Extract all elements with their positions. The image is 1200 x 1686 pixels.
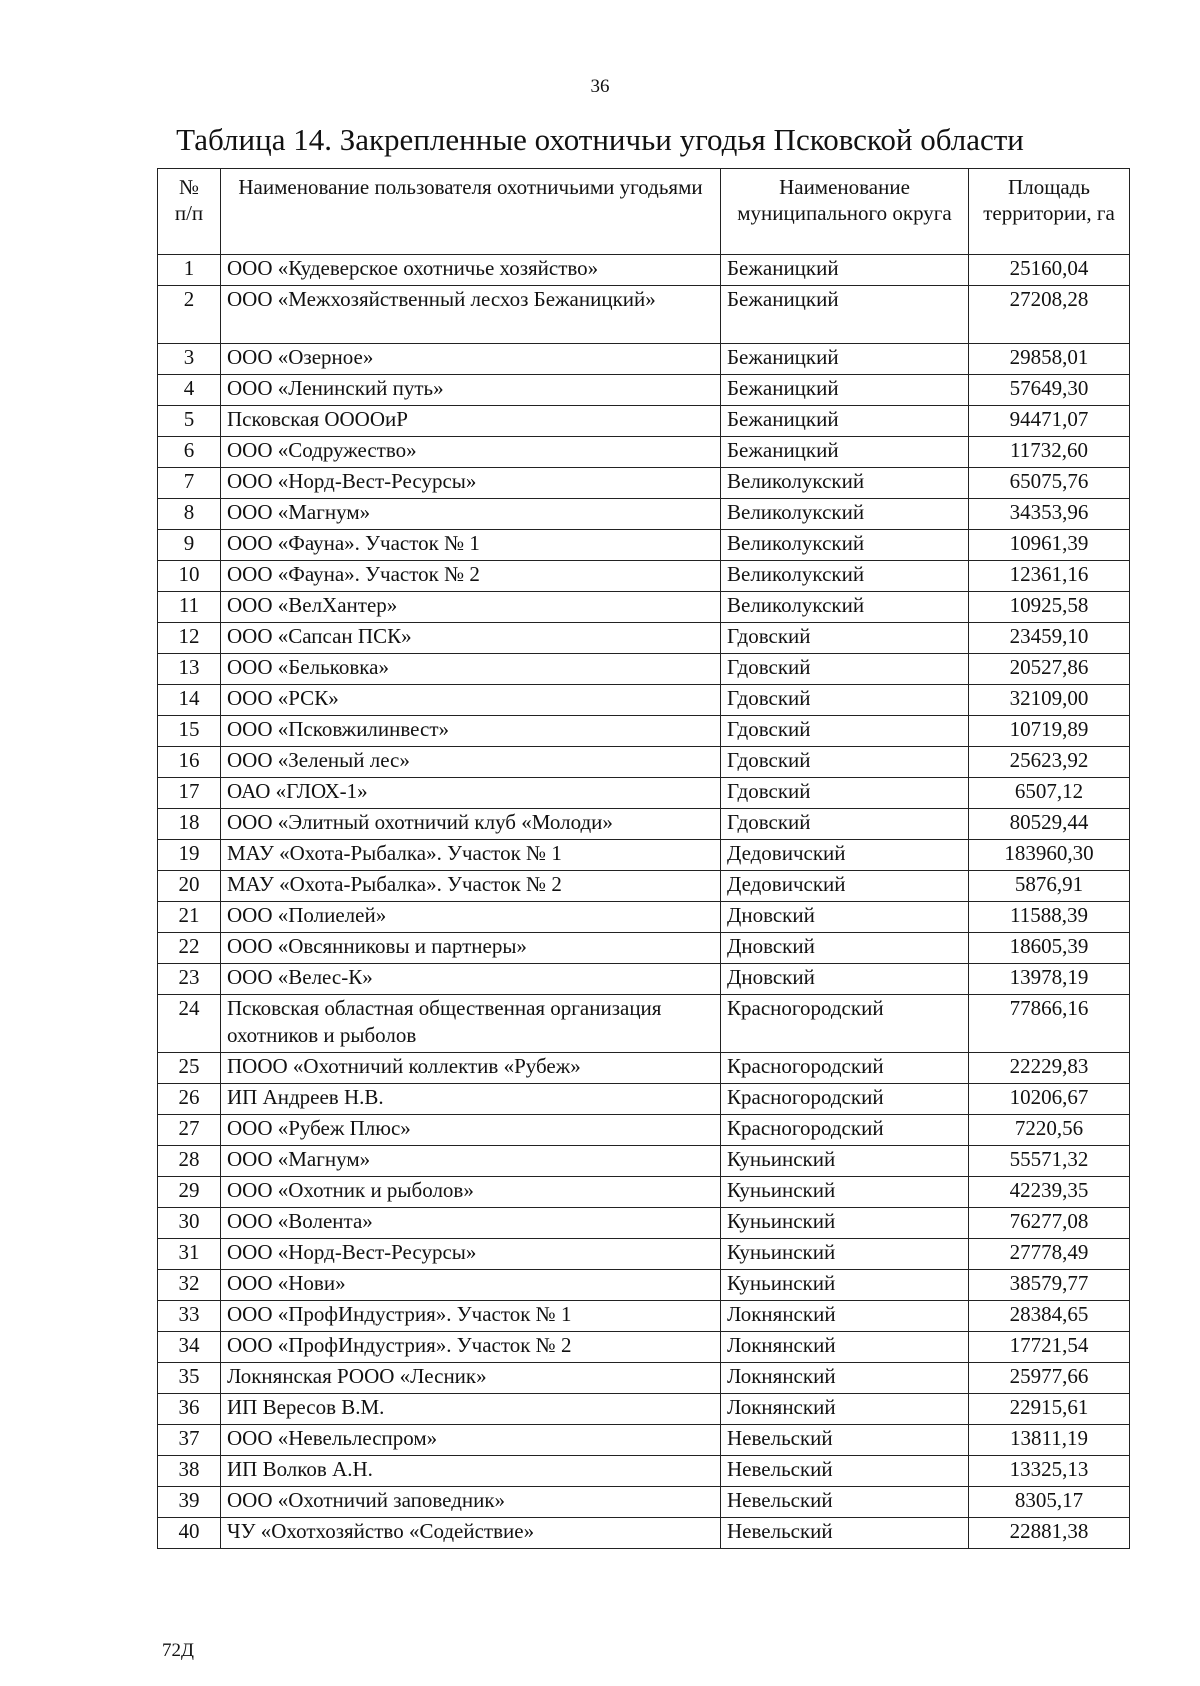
row-number: 15	[158, 716, 221, 747]
hunting-grounds-table	[157, 168, 1130, 1549]
row-user: ПООО «Охотничий коллектив «Рубеж»	[221, 1053, 721, 1084]
row-user: ООО «Овсянниковы и партнеры»	[221, 933, 721, 964]
row-number: 39	[158, 1487, 221, 1518]
row-user: Псковская ООООиР	[221, 406, 721, 437]
row-user: ЧУ «Охотхозяйство «Содействие»	[221, 1518, 721, 1549]
row-user: ООО «Элитный охотничий клуб «Молоди»	[221, 809, 721, 840]
row-number: 20	[158, 871, 221, 902]
row-district: Бежаницкий	[721, 406, 969, 437]
row-number: 19	[158, 840, 221, 871]
table-row	[158, 468, 1130, 499]
row-area: 22229,83	[969, 1053, 1130, 1084]
row-number: 38	[158, 1456, 221, 1487]
table-row	[158, 499, 1130, 530]
row-user: МАУ «Охота-Рыбалка». Участок № 2	[221, 871, 721, 902]
header-district: Наименование муниципального округа	[721, 169, 969, 255]
row-district: Бежаницкий	[721, 375, 969, 406]
row-district: Бежаницкий	[721, 286, 969, 344]
row-number: 35	[158, 1363, 221, 1394]
table-body	[158, 255, 1130, 1549]
table-row	[158, 1053, 1130, 1084]
row-area: 5876,91	[969, 871, 1130, 902]
table-row	[158, 1394, 1130, 1425]
row-area: 25160,04	[969, 255, 1130, 286]
row-area: 23459,10	[969, 623, 1130, 654]
row-area: 27778,49	[969, 1239, 1130, 1270]
row-area: 11732,60	[969, 437, 1130, 468]
table-row	[158, 1146, 1130, 1177]
row-number: 24	[158, 995, 221, 1053]
row-number: 1	[158, 255, 221, 286]
table-row	[158, 747, 1130, 778]
row-area: 22915,61	[969, 1394, 1130, 1425]
table-header-row	[158, 169, 1130, 255]
row-district: Красногородский	[721, 1053, 969, 1084]
row-user: ООО «РСК»	[221, 685, 721, 716]
row-user: ОАО «ГЛОХ-1»	[221, 778, 721, 809]
row-district: Дновский	[721, 902, 969, 933]
row-area: 10925,58	[969, 592, 1130, 623]
row-area: 10719,89	[969, 716, 1130, 747]
row-user: ООО «Содружество»	[221, 437, 721, 468]
row-user: ООО «Норд-Вест-Ресурсы»	[221, 1239, 721, 1270]
row-area: 18605,39	[969, 933, 1130, 964]
table-title: Таблица 14. Закрепленные охотничьи угодья Псковской области	[176, 122, 1024, 157]
row-area: 38579,77	[969, 1270, 1130, 1301]
row-number: 22	[158, 933, 221, 964]
row-area: 94471,07	[969, 406, 1130, 437]
row-number: 12	[158, 623, 221, 654]
table-row	[158, 933, 1130, 964]
table-row	[158, 1115, 1130, 1146]
row-area: 27208,28	[969, 286, 1130, 344]
table-row	[158, 1518, 1130, 1549]
row-user: ООО «Велес-К»	[221, 964, 721, 995]
row-area: 25977,66	[969, 1363, 1130, 1394]
row-user: ООО «Фауна». Участок № 1	[221, 530, 721, 561]
table-row	[158, 1456, 1130, 1487]
table-row	[158, 1177, 1130, 1208]
row-area: 80529,44	[969, 809, 1130, 840]
row-user: ООО «Нови»	[221, 1270, 721, 1301]
row-user: Псковская областная общественная организация охотников и рыболов	[221, 995, 721, 1053]
table-row	[158, 1301, 1130, 1332]
row-district: Гдовский	[721, 654, 969, 685]
row-district: Бежаницкий	[721, 344, 969, 375]
row-area: 183960,30	[969, 840, 1130, 871]
row-user: ИП Волков А.Н.	[221, 1456, 721, 1487]
row-user: ООО «Озерное»	[221, 344, 721, 375]
row-district: Великолукский	[721, 592, 969, 623]
row-area: 42239,35	[969, 1177, 1130, 1208]
row-area: 13978,19	[969, 964, 1130, 995]
row-number: 26	[158, 1084, 221, 1115]
row-area: 8305,17	[969, 1487, 1130, 1518]
row-user: ИП Вересов В.М.	[221, 1394, 721, 1425]
row-district: Куньинский	[721, 1146, 969, 1177]
row-number: 10	[158, 561, 221, 592]
row-district: Гдовский	[721, 623, 969, 654]
table-row	[158, 1084, 1130, 1115]
row-user: ООО «Рубеж Плюс»	[221, 1115, 721, 1146]
row-number: 2	[158, 286, 221, 344]
table-row	[158, 1487, 1130, 1518]
row-district: Великолукский	[721, 530, 969, 561]
table-row	[158, 871, 1130, 902]
header-user: Наименование пользователя охотничьими угодьями	[221, 169, 721, 255]
row-number: 5	[158, 406, 221, 437]
row-number: 8	[158, 499, 221, 530]
table-row	[158, 809, 1130, 840]
row-area: 65075,76	[969, 468, 1130, 499]
row-area: 28384,65	[969, 1301, 1130, 1332]
row-area: 13325,13	[969, 1456, 1130, 1487]
row-area: 11588,39	[969, 902, 1130, 933]
table-row	[158, 902, 1130, 933]
row-district: Дедовичский	[721, 871, 969, 902]
row-number: 32	[158, 1270, 221, 1301]
table-row	[158, 1239, 1130, 1270]
table-row	[158, 654, 1130, 685]
row-area: 76277,08	[969, 1208, 1130, 1239]
row-user: ООО «Кудеверское охотничье хозяйство»	[221, 255, 721, 286]
row-user: ООО «Охотник и рыболов»	[221, 1177, 721, 1208]
table-row	[158, 1332, 1130, 1363]
row-user: Локнянская РООО «Лесник»	[221, 1363, 721, 1394]
row-district: Великолукский	[721, 561, 969, 592]
row-number: 18	[158, 809, 221, 840]
row-number: 4	[158, 375, 221, 406]
row-number: 31	[158, 1239, 221, 1270]
row-area: 17721,54	[969, 1332, 1130, 1363]
row-number: 21	[158, 902, 221, 933]
table-row	[158, 840, 1130, 871]
table-row	[158, 255, 1130, 286]
row-user: ООО «Волента»	[221, 1208, 721, 1239]
row-number: 34	[158, 1332, 221, 1363]
row-area: 29858,01	[969, 344, 1130, 375]
row-user: ООО «Бельковка»	[221, 654, 721, 685]
row-district: Гдовский	[721, 716, 969, 747]
table-row	[158, 685, 1130, 716]
row-number: 37	[158, 1425, 221, 1456]
table-row	[158, 530, 1130, 561]
row-number: 25	[158, 1053, 221, 1084]
row-area: 13811,19	[969, 1425, 1130, 1456]
row-user: ИП Андреев Н.В.	[221, 1084, 721, 1115]
table-row	[158, 592, 1130, 623]
row-number: 11	[158, 592, 221, 623]
row-district: Локнянский	[721, 1394, 969, 1425]
row-district: Локнянский	[721, 1332, 969, 1363]
row-number: 7	[158, 468, 221, 499]
row-area: 25623,92	[969, 747, 1130, 778]
row-number: 3	[158, 344, 221, 375]
page-number: 36	[590, 76, 610, 97]
row-district: Куньинский	[721, 1239, 969, 1270]
row-user: ООО «Фауна». Участок № 2	[221, 561, 721, 592]
row-area: 32109,00	[969, 685, 1130, 716]
row-area: 20527,86	[969, 654, 1130, 685]
row-number: 16	[158, 747, 221, 778]
row-number: 13	[158, 654, 221, 685]
row-number: 30	[158, 1208, 221, 1239]
table-row	[158, 561, 1130, 592]
row-number: 36	[158, 1394, 221, 1425]
row-district: Гдовский	[721, 747, 969, 778]
row-number: 33	[158, 1301, 221, 1332]
footer-code: 72Д	[162, 1640, 194, 1661]
row-area: 6507,12	[969, 778, 1130, 809]
row-user: ООО «Охотничий заповедник»	[221, 1487, 721, 1518]
row-user: ООО «Норд-Вест-Ресурсы»	[221, 468, 721, 499]
row-number: 40	[158, 1518, 221, 1549]
row-district: Великолукский	[721, 499, 969, 530]
row-user: ООО «Полиелей»	[221, 902, 721, 933]
table-row	[158, 1425, 1130, 1456]
row-district: Красногородский	[721, 1115, 969, 1146]
row-number: 23	[158, 964, 221, 995]
table-row	[158, 623, 1130, 654]
row-user: ООО «Магнум»	[221, 499, 721, 530]
table-row	[158, 344, 1130, 375]
row-area: 7220,56	[969, 1115, 1130, 1146]
row-user: ООО «ПрофИндустрия». Участок № 2	[221, 1332, 721, 1363]
row-district: Великолукский	[721, 468, 969, 499]
row-district: Гдовский	[721, 809, 969, 840]
row-user: ООО «ПрофИндустрия». Участок № 1	[221, 1301, 721, 1332]
table-row	[158, 1208, 1130, 1239]
row-number: 28	[158, 1146, 221, 1177]
row-area: 34353,96	[969, 499, 1130, 530]
row-user: ООО «Невельлеспром»	[221, 1425, 721, 1456]
row-district: Гдовский	[721, 778, 969, 809]
row-district: Локнянский	[721, 1301, 969, 1332]
row-district: Дедовичский	[721, 840, 969, 871]
row-district: Гдовский	[721, 685, 969, 716]
row-number: 27	[158, 1115, 221, 1146]
table-row	[158, 286, 1130, 344]
row-area: 55571,32	[969, 1146, 1130, 1177]
row-district: Куньинский	[721, 1177, 969, 1208]
header-area: Площадь территории, га	[969, 169, 1130, 255]
row-user: ООО «Межхозяйственный лесхоз Бежаницкий»	[221, 286, 721, 344]
row-district: Куньинский	[721, 1270, 969, 1301]
table-row	[158, 437, 1130, 468]
row-district: Невельский	[721, 1518, 969, 1549]
row-area: 10961,39	[969, 530, 1130, 561]
table-row	[158, 778, 1130, 809]
row-district: Дновский	[721, 933, 969, 964]
table-row	[158, 406, 1130, 437]
row-user: ООО «Зеленый лес»	[221, 747, 721, 778]
row-district: Невельский	[721, 1456, 969, 1487]
row-user: ООО «Сапсан ПСК»	[221, 623, 721, 654]
row-district: Куньинский	[721, 1208, 969, 1239]
row-area: 10206,67	[969, 1084, 1130, 1115]
row-area: 22881,38	[969, 1518, 1130, 1549]
table-row	[158, 1363, 1130, 1394]
row-district: Невельский	[721, 1425, 969, 1456]
row-number: 9	[158, 530, 221, 561]
row-district: Бежаницкий	[721, 437, 969, 468]
row-area: 12361,16	[969, 561, 1130, 592]
table-row	[158, 375, 1130, 406]
row-area: 57649,30	[969, 375, 1130, 406]
table-row	[158, 995, 1130, 1053]
row-district: Красногородский	[721, 1084, 969, 1115]
row-district: Дновский	[721, 964, 969, 995]
row-district: Красногородский	[721, 995, 969, 1053]
row-number: 29	[158, 1177, 221, 1208]
row-number: 6	[158, 437, 221, 468]
row-district: Невельский	[721, 1487, 969, 1518]
row-user: ООО «Псковжилинвест»	[221, 716, 721, 747]
row-area: 77866,16	[969, 995, 1130, 1053]
table-row	[158, 964, 1130, 995]
row-district: Локнянский	[721, 1363, 969, 1394]
header-number: № п/п	[158, 169, 221, 255]
row-district: Бежаницкий	[721, 255, 969, 286]
row-number: 14	[158, 685, 221, 716]
row-user: ООО «Магнум»	[221, 1146, 721, 1177]
row-user: МАУ «Охота-Рыбалка». Участок № 1	[221, 840, 721, 871]
table-row	[158, 716, 1130, 747]
row-number: 17	[158, 778, 221, 809]
row-user: ООО «Ленинский путь»	[221, 375, 721, 406]
table-row	[158, 1270, 1130, 1301]
row-user: ООО «ВелХантер»	[221, 592, 721, 623]
